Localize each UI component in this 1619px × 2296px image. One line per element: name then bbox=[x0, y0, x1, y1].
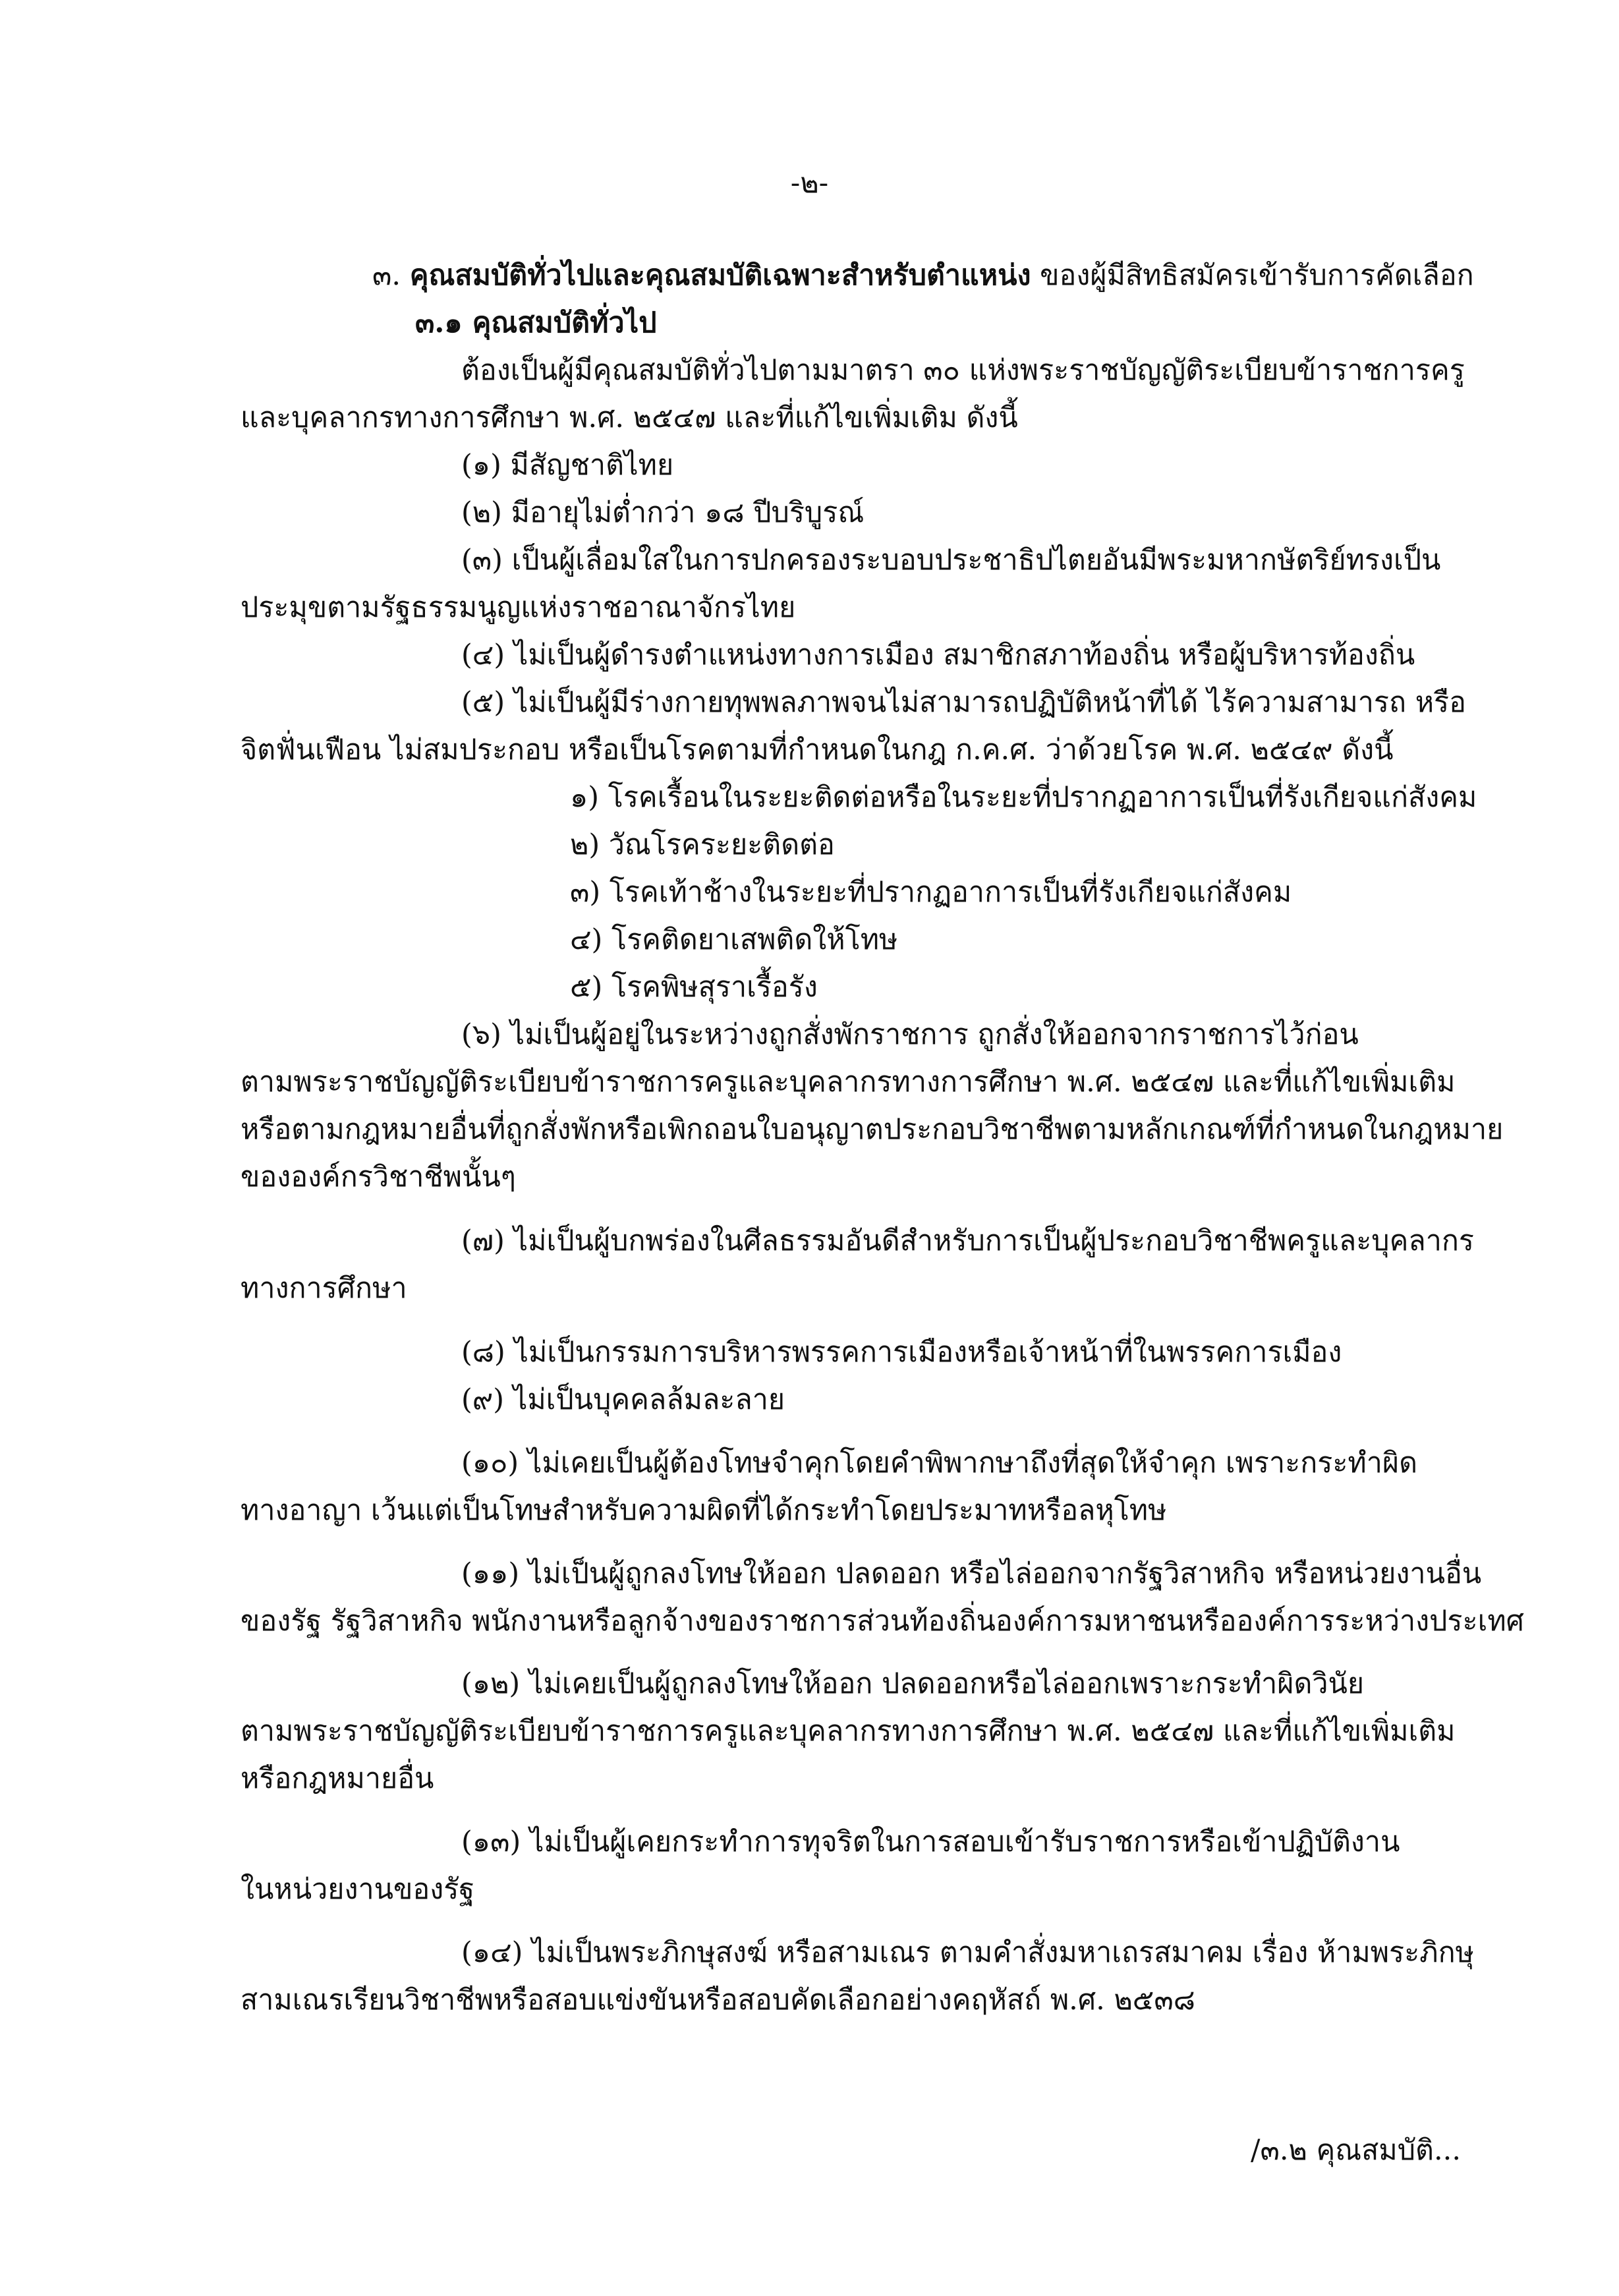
page-number: -๒- bbox=[790, 167, 829, 200]
paragraph-line: ต้องเป็นผู้มีคุณสมบัติทั่วไปตามมาตรา ๓๐ แห่งพระราชบัญญัติระเบียบข้าราชการครู bbox=[461, 354, 1465, 387]
list-item: (๑๔) ไม่เป็นพระภิกษุสงฆ์ หรือสามเณร ตามคำสั่งมหาเถรสมาคม เรื่อง ห้ามพระภิกษุ bbox=[461, 1936, 1474, 1969]
list-item: (๔) ไม่เป็นผู้ดำรงตำแหน่งทางการเมือง สมาชิกสภาท้องถิ่น หรือผู้บริหารท้องถิ่น bbox=[461, 639, 1415, 672]
continuation-reference: /๓.๒ คุณสมบัติ... bbox=[1250, 2134, 1461, 2167]
list-item: (๑๑) ไม่เป็นผู้ถูกลงโทษให้ออก ปลดออก หรือไล่ออกจากรัฐวิสาหกิจ หรือหน่วยงานอื่น bbox=[461, 1557, 1482, 1590]
paragraph-line: และบุคลากรทางการศึกษา พ.ศ. ๒๕๔๗ และที่แก้ไขเพิ่มเติม ดังนี้ bbox=[241, 401, 1018, 434]
subsection-heading: ๓.๑ คุณสมบัติทั่วไป bbox=[415, 306, 657, 339]
list-item: (๑๐) ไม่เคยเป็นผู้ต้องโทษจำคุกโดยคำพิพากษาถึงที่สุดให้จำคุก เพราะกระทำผิด bbox=[461, 1447, 1418, 1479]
sub-list-item: ๕) โรคพิษสุราเรื้อรัง bbox=[570, 971, 818, 1004]
list-item: (๑) มีสัญชาติไทย bbox=[461, 449, 674, 482]
sub-list-item: ๓) โรคเท้าช้างในระยะที่ปรากฏอาการเป็นที่รังเกียจแก่สังคม bbox=[570, 876, 1292, 909]
section-title-rest: ของผู้มีสิทธิสมัครเข้ารับการคัดเลือก bbox=[1040, 259, 1474, 292]
sub-list-item: ๔) โรคติดยาเสพติดให้โทษ bbox=[570, 923, 898, 956]
list-item: (๒) มีอายุไม่ต่ำกว่า ๑๘ ปีบริบูรณ์ bbox=[461, 496, 865, 529]
paragraph-line: ตามพระราชบัญญัติระเบียบข้าราชการครูและบุคลากรทางการศึกษา พ.ศ. ๒๕๔๗ และที่แก้ไขเพิ่มเติม bbox=[241, 1066, 1456, 1099]
list-item: (๑๓) ไม่เป็นผู้เคยกระทำการทุจริตในการสอบเข้ารับราชการหรือเข้าปฏิบัติงาน bbox=[461, 1825, 1400, 1858]
paragraph-line: ขององค์กรวิชาชีพนั้นๆ bbox=[241, 1161, 516, 1193]
section-title-bold: คุณสมบัติทั่วไปและคุณสมบัติเฉพาะสำหรับตำแหน่ง bbox=[409, 259, 1031, 292]
paragraph-line: สามเณรเรียนวิชาชีพหรือสอบแข่งขันหรือสอบคัดเลือกอย่างคฤหัสถ์ พ.ศ. ๒๕๓๘ bbox=[241, 1984, 1195, 2017]
list-item: (๖) ไม่เป็นผู้อยู่ในระหว่างถูกสั่งพักราชการ ถูกสั่งให้ออกจากราชการไว้ก่อน bbox=[461, 1018, 1359, 1051]
list-item: (๗) ไม่เป็นผู้บกพร่องในศีลธรรมอันดีสำหรับการเป็นผู้ประกอบวิชาชีพครูและบุคลากร bbox=[461, 1224, 1474, 1257]
paragraph-line: หรือกฎหมายอื่น bbox=[241, 1762, 434, 1795]
sub-list-item: ๒) วัณโรคระยะติดต่อ bbox=[570, 828, 835, 861]
paragraph-line: ทางอาญา เว้นแต่เป็นโทษสำหรับความผิดที่ได้กระทำโดยประมาทหรือลหุโทษ bbox=[241, 1494, 1167, 1527]
section-number: ๓. bbox=[372, 259, 401, 292]
paragraph-line: จิตฟั่นเฟือน ไม่สมประกอบ หรือเป็นโรคตามที่กำหนดในกฎ ก.ค.ศ. ว่าด้วยโรค พ.ศ. ๒๕๔๙ ดังนี้ bbox=[241, 733, 1394, 766]
sub-list-item: ๑) โรคเรื้อนในระยะติดต่อหรือในระยะที่ปรากฏอาการเป็นที่รังเกียจแก่สังคม bbox=[570, 781, 1477, 814]
paragraph-line: ตามพระราชบัญญัติระเบียบข้าราชการครูและบุคลากรทางการศึกษา พ.ศ. ๒๕๔๗ และที่แก้ไขเพิ่มเติม bbox=[241, 1715, 1456, 1748]
section-heading bbox=[372, 256, 1474, 295]
list-item: (๓) เป็นผู้เลื่อมใสในการปกครองระบอบประชาธิปไตยอันมีพระมหากษัตริย์ทรงเป็น bbox=[461, 544, 1441, 577]
list-item: (๕) ไม่เป็นผู้มีร่างกายทุพพลภาพจนไม่สามารถปฏิบัติหน้าที่ได้ ไร้ความสามารถ หรือ bbox=[461, 686, 1466, 719]
paragraph-line: ของรัฐ รัฐวิสาหกิจ พนักงานหรือลูกจ้างของราชการส่วนท้องถิ่นองค์การมหาชนหรือองค์การระหว่างประเทศ bbox=[241, 1605, 1524, 1638]
list-item: (๘) ไม่เป็นกรรมการบริหารพรรคการเมืองหรือเจ้าหน้าที่ในพรรคการเมือง bbox=[461, 1336, 1342, 1369]
list-item: (๑๒) ไม่เคยเป็นผู้ถูกลงโทษให้ออก ปลดออกหรือไล่ออกเพราะกระทำผิดวินัย bbox=[461, 1667, 1365, 1700]
paragraph-line: หรือตามกฎหมายอื่นที่ถูกสั่งพักหรือเพิกถอนใบอนุญาตประกอบวิชาชีพตามหลักเกณฑ์ที่กำหนดในกฎหมาย bbox=[241, 1113, 1504, 1146]
paragraph-line: ในหน่วยงานของรัฐ bbox=[241, 1873, 475, 1906]
paragraph-line: ประมุขตามรัฐธรรมนูญแห่งราชอาณาจักรไทย bbox=[241, 591, 796, 624]
list-item: (๙) ไม่เป็นบุคคลล้มละลาย bbox=[461, 1383, 785, 1416]
paragraph-line: ทางการศึกษา bbox=[241, 1272, 407, 1305]
